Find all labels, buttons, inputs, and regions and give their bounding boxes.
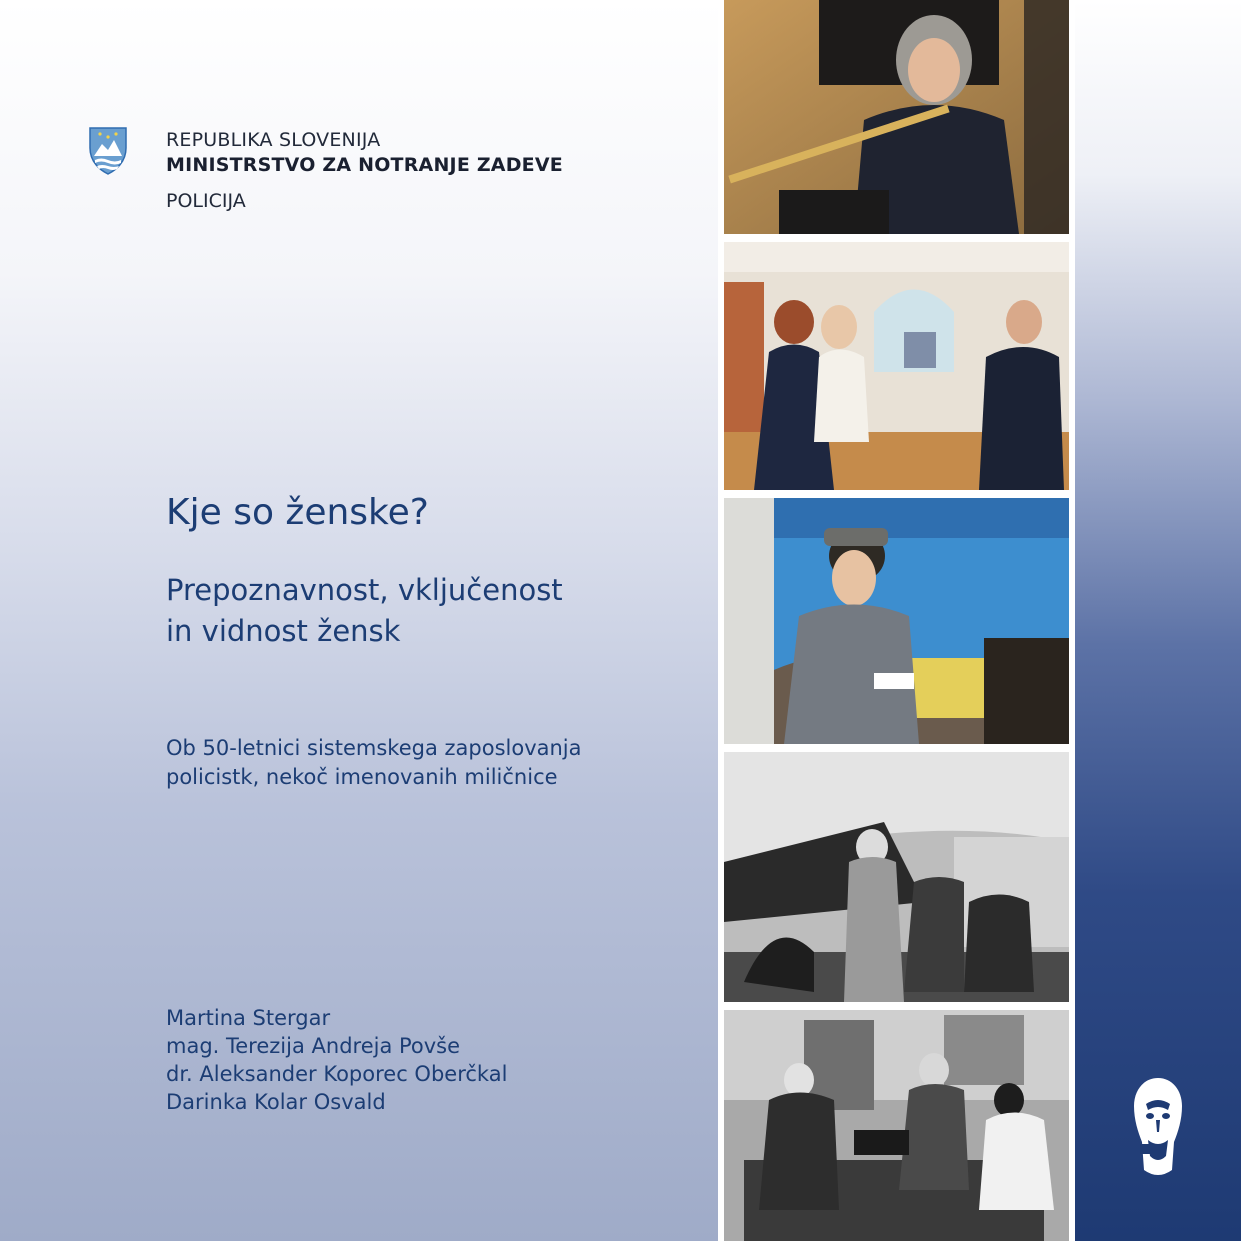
subtitle — [166, 570, 563, 652]
issuer-country: REPUBLIKA SLOVENIJA — [166, 129, 381, 151]
photo-ceremony-hall — [724, 242, 1069, 490]
photo-bw-checkpoint — [724, 752, 1069, 1002]
photo-policewoman-1970s — [724, 498, 1069, 744]
issuer-ministry: MINISTRSTVO ZA NOTRANJE ZADEVE — [166, 154, 563, 176]
issuer-block — [166, 128, 563, 178]
subtitle-line: in vidnost žensk — [166, 614, 401, 648]
cover-blue-strip — [1075, 0, 1241, 1241]
note-line: Ob 50-letnici sistemskega zaposlovanja — [166, 736, 582, 760]
police-logo-icon — [1126, 1074, 1190, 1184]
photo-flute-player — [724, 0, 1069, 234]
author-name: Darinka Kolar Osvald — [166, 1090, 386, 1114]
subtitle-line: Prepoznavnost, vključenost — [166, 573, 563, 607]
author-name: Martina Stergar — [166, 1006, 331, 1030]
page-title: Kje so ženske? — [166, 492, 429, 533]
photo-bw-typewriter — [724, 1010, 1069, 1241]
author-name: mag. Terezija Andreja Povše — [166, 1034, 461, 1058]
authors-list — [166, 1004, 507, 1116]
author-name: dr. Aleksander Koporec Oberčkal — [166, 1062, 508, 1086]
slovenia-coat-of-arms-icon — [88, 126, 128, 176]
note-line: policistk, nekoč imenovanih miličnice — [166, 765, 558, 789]
anniversary-note — [166, 734, 582, 792]
issuer-police: POLICIJA — [166, 190, 246, 212]
photo-column — [718, 0, 1075, 1241]
